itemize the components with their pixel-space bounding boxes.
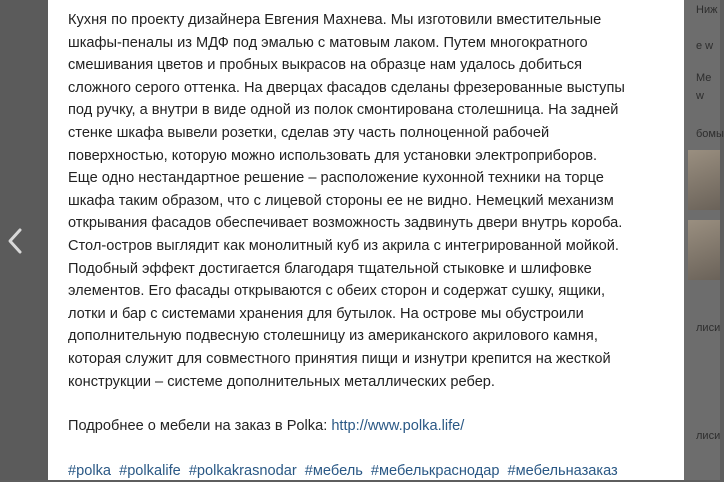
more-info-line <box>68 415 684 438</box>
post-body: Кухня по проекту дизайнера Евгения Махнева. Мы изготовили вместительные шкафы-пеналы из МДФ под эмалью с матовым лаком. Путем многократного смешивания цветов и пробных выкрасов на образце нам удалось добиться сложного серого оттенка. На дверцах фасадов сделаны фрезерованные выступы под ручку, а внутри в виде одной из полок смонтирована столешница. На задней стенке шкафа вывели розетки, сделав эту часть полноценной рабочей поверхностью, которую можно использовать для установки электроприборов. Еще одно нестандартное решение – расположение кухонной техники на торце шкафа таким образом, что с лицевой стороны ее не видно. Немецкий механизм открывания фасадов обеспечивает возможность задвинуть двери внутрь короба. Стол-остров выглядит как монолитный куб из акрила с интегрированной мойкой. Подобный эффект достигается благодаря тщательной стыковке и шлифовке элементов. Его фасады открываются с обеих сторон и содержат сушку, ящики, лотки и бар с системами хранения для бутылок. На острове мы обустроили дополнительную подвесную столешницу из американского акрилового камня, которая служит для совместного принятия пищи и изнутри крепится на жесткой конструкции – системе дополнительных металлических ребер. <box>68 12 625 390</box>
sidebar-snippet: w <box>696 90 704 102</box>
hashtag-link[interactable]: #мебелькраснодар <box>370 462 500 479</box>
prev-photo-button[interactable] <box>0 216 30 266</box>
chevron-left-icon <box>8 228 22 254</box>
sidebar-snippet: лиси <box>696 430 721 442</box>
sidebar-snippet: е w <box>696 40 714 52</box>
sidebar-snippet: Ме <box>696 72 712 84</box>
sidebar-snippet: лиси <box>696 322 721 334</box>
hashtags <box>68 460 684 482</box>
sidebar-snippet: бомы <box>696 128 724 140</box>
hashtag-link[interactable]: #polkakrasnodar <box>188 462 297 479</box>
more-info-label: Подробнее о мебели на заказ в Polka: <box>68 418 332 435</box>
post-text-panel <box>48 0 684 480</box>
sidebar-thumbnail[interactable] <box>688 150 720 210</box>
hashtag-link[interactable]: #мебельназаказ <box>507 462 618 479</box>
website-link[interactable]: http://www.polka.life/ <box>331 418 465 435</box>
sidebar-snippet: Ниж <box>696 4 718 16</box>
hashtag-link[interactable]: #polkalife <box>119 462 181 479</box>
right-sidebar-partial <box>684 0 724 480</box>
hashtag-link[interactable]: #мебель <box>304 462 363 479</box>
sidebar-thumbnail[interactable] <box>688 220 720 280</box>
hashtag-link[interactable]: #polka <box>68 462 112 479</box>
